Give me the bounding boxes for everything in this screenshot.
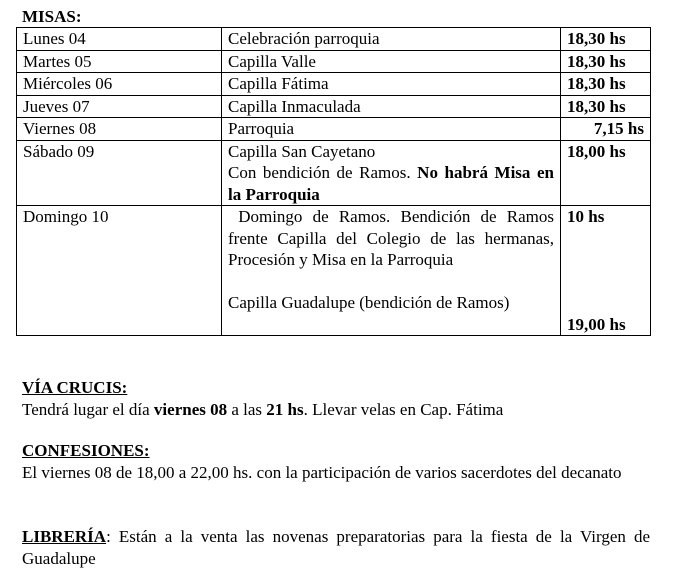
- note-bold: No habrá Misa en la Parroquia: [228, 163, 554, 204]
- table-row-domingo: [17, 206, 651, 336]
- day-cell: Jueves 07: [17, 95, 222, 118]
- text-span: a las: [227, 399, 267, 419]
- day-cell: Martes 05: [17, 50, 222, 73]
- via-crucis-heading: VÍA CRUCIS:: [22, 378, 128, 397]
- misas-table: [16, 27, 651, 336]
- libreria-text: [22, 526, 650, 569]
- table-row-sabado: [17, 140, 651, 206]
- place-cell: [222, 140, 561, 206]
- table-row: [17, 73, 651, 96]
- domingo-text-2: Capilla Guadalupe (bendición de Ramos): [228, 293, 510, 312]
- place-cell: Celebración parroquia: [222, 28, 561, 51]
- text-span: Tendrá lugar el día: [22, 399, 154, 419]
- misas-title: MISAS:: [22, 7, 82, 26]
- via-crucis-text: [22, 399, 650, 421]
- day-cell: Domingo 10: [17, 206, 222, 336]
- day-cell: Viernes 08: [17, 118, 222, 141]
- text-bold: viernes 08: [153, 399, 228, 419]
- text-bold: 21 hs: [266, 399, 304, 419]
- place-cell: Capilla Fátima: [222, 73, 561, 96]
- time-cell: 18,30 hs: [561, 28, 651, 51]
- time-cell: 18,30 hs: [561, 95, 651, 118]
- via-crucis-section: [22, 377, 650, 420]
- table-row: [17, 28, 651, 51]
- time-cell: 18,30 hs: [561, 50, 651, 73]
- time-cell: 18,30 hs: [561, 73, 651, 96]
- libreria-body: : Están a la venta las novenas preparatorias para la fiesta de la Virgen de Guadalupe: [22, 527, 650, 568]
- day-cell: Sábado 09: [17, 140, 222, 206]
- domingo-time-1: 10 hs: [567, 207, 605, 226]
- libreria-heading: LIBRERÍA: [22, 527, 107, 546]
- place-cell: Parroquia: [222, 118, 561, 141]
- time-cell: 18,00 hs: [561, 140, 651, 206]
- day-cell: Miércoles 06: [17, 73, 222, 96]
- place-cell: [222, 206, 561, 336]
- place-note: [228, 162, 554, 205]
- table-row: [17, 95, 651, 118]
- place-line: Capilla San Cayetano: [228, 141, 376, 161]
- domingo-text-1: Domingo de Ramos. Bendición de Ramos frente Capilla del Colegio de las hermanas, Procesión y Misa en la Parroquia: [228, 207, 559, 269]
- domingo-time-2: 19,00 hs: [567, 314, 626, 334]
- table-row: [17, 118, 651, 141]
- confesiones-section: [22, 440, 650, 483]
- day-cell: Lunes 04: [17, 28, 222, 51]
- confesiones-text: El viernes 08 de 18,00 a 22,00 hs. con la participación de varios sacerdotes del decanato: [22, 462, 622, 482]
- place-cell: Capilla Inmaculada: [222, 95, 561, 118]
- note-normal: Con bendición de Ramos.: [228, 163, 418, 182]
- table-row: [17, 50, 651, 73]
- text-span: . Llevar velas en Cap. Fátima: [303, 399, 504, 419]
- place-cell: Capilla Valle: [222, 50, 561, 73]
- time-cell: [561, 206, 651, 336]
- confesiones-heading: CONFESIONES:: [22, 441, 150, 460]
- libreria-section: [22, 526, 650, 569]
- time-cell: 7,15 hs: [561, 118, 651, 141]
